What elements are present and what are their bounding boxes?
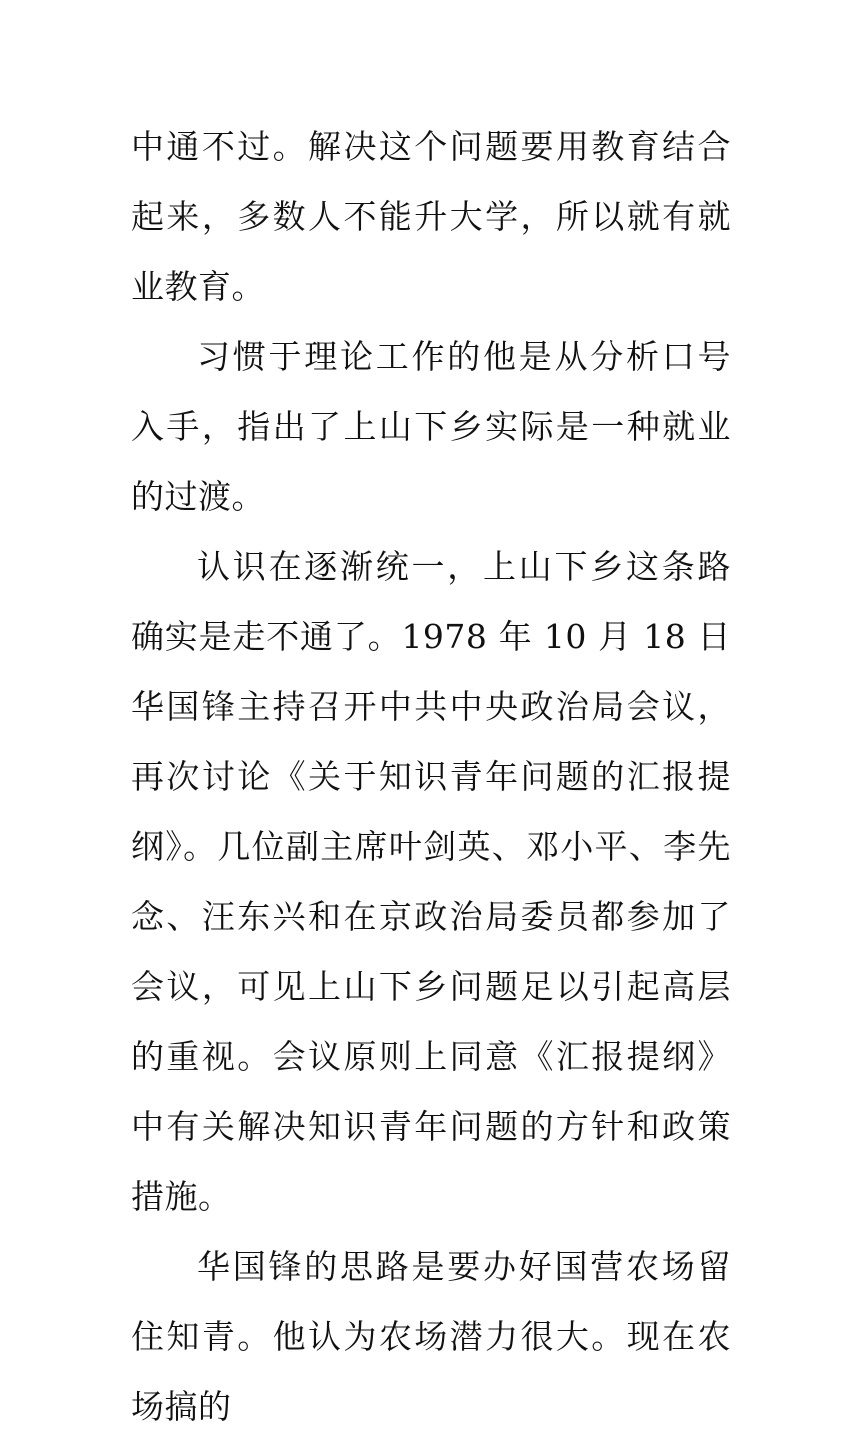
paragraph-state-farms: 华国锋的思路是要办好国营农场留住知青。他认为农场潜力很大。现在农场搞的 bbox=[131, 1247, 731, 1426]
document-body bbox=[131, 112, 731, 1442]
paragraph-politburo-meeting: 认识在逐渐统一，上山下乡这条路确实是走不通了。1978 年 10 月 18 日华国锋主持召开中共中央政治局会议，再次讨论《关于知识青年问题的汇报提纲》。几位副主席叶剑英、邓小平、李先念、汪东兴和在京政治局委员都参加了会议，可见上山下乡问题足以引起高层的重视。会议原则上同意《汇报提纲》中有关解决知识青年问题的方针和政策措施。 bbox=[131, 547, 731, 1216]
paragraph-slogan-analysis: 习惯于理论工作的他是从分析口号入手，指出了上山下乡实际是一种就业的过渡。 bbox=[131, 337, 731, 516]
paragraph-continuation: 中通不过。解决这个问题要用教育结合起来，多数人不能升大学，所以就有就业教育。 bbox=[131, 127, 731, 306]
